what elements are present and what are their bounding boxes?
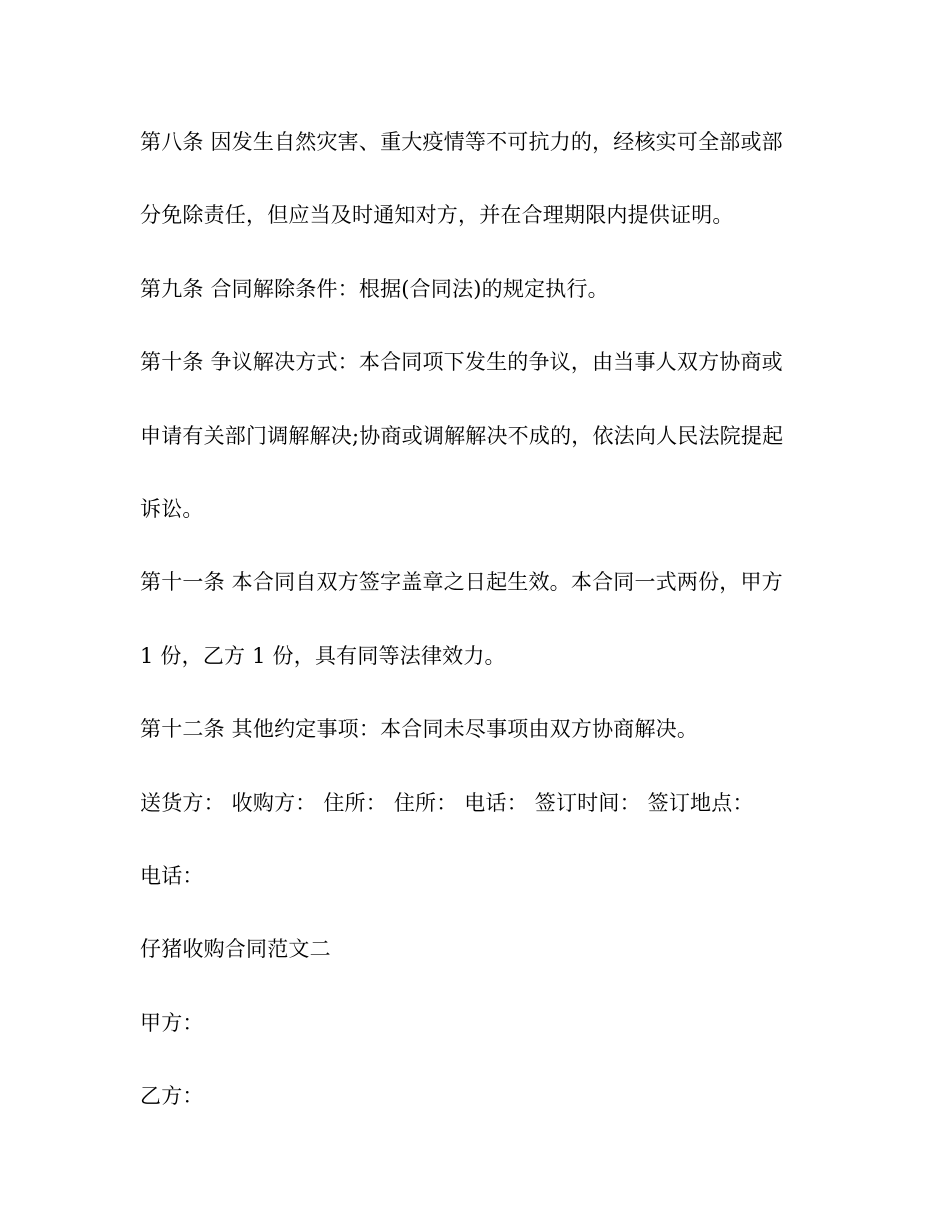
party-b-field: 乙方： <box>140 1084 204 1109</box>
clause-11-line-2: 1 份，乙方 1 份，具有同等法律效力。 <box>140 643 506 668</box>
signature-fields: 送货方： 收购方： 住所： 住所： 电话： 签订时间： 签订地点： <box>140 790 754 815</box>
clause-10-line-1: 第十条 争议解决方式：本合同项下发生的争议，由当事人双方协商或 <box>140 350 783 375</box>
clause-10-line-2: 申请有关部门调解解决;协商或调解解决不成的，依法向人民法院提起 <box>140 423 784 448</box>
clause-12: 第十二条 其他约定事项：本合同未尽事项由双方协商解决。 <box>140 717 699 742</box>
clause-11-line-1: 第十一条 本合同自双方签字盖章之日起生效。本合同一式两份，甲方 <box>140 570 783 595</box>
document-body <box>140 124 810 1151</box>
clause-8-line-1: 第八条 因发生自然灾害、重大疫情等不可抗力的，经核实可全部或部 <box>140 130 783 154</box>
phone-field: 电话： <box>140 863 204 888</box>
party-a-field: 甲方： <box>140 1010 204 1035</box>
clause-8-line-2: 分免除责任，但应当及时通知对方，并在合理期限内提供证明。 <box>140 203 734 228</box>
clause-9: 第九条 合同解除条件：根据(合同法)的规定执行。 <box>140 276 609 301</box>
clause-10-line-3: 诉讼。 <box>140 496 204 521</box>
section-title: 仔猪收购合同范文二 <box>140 937 331 962</box>
